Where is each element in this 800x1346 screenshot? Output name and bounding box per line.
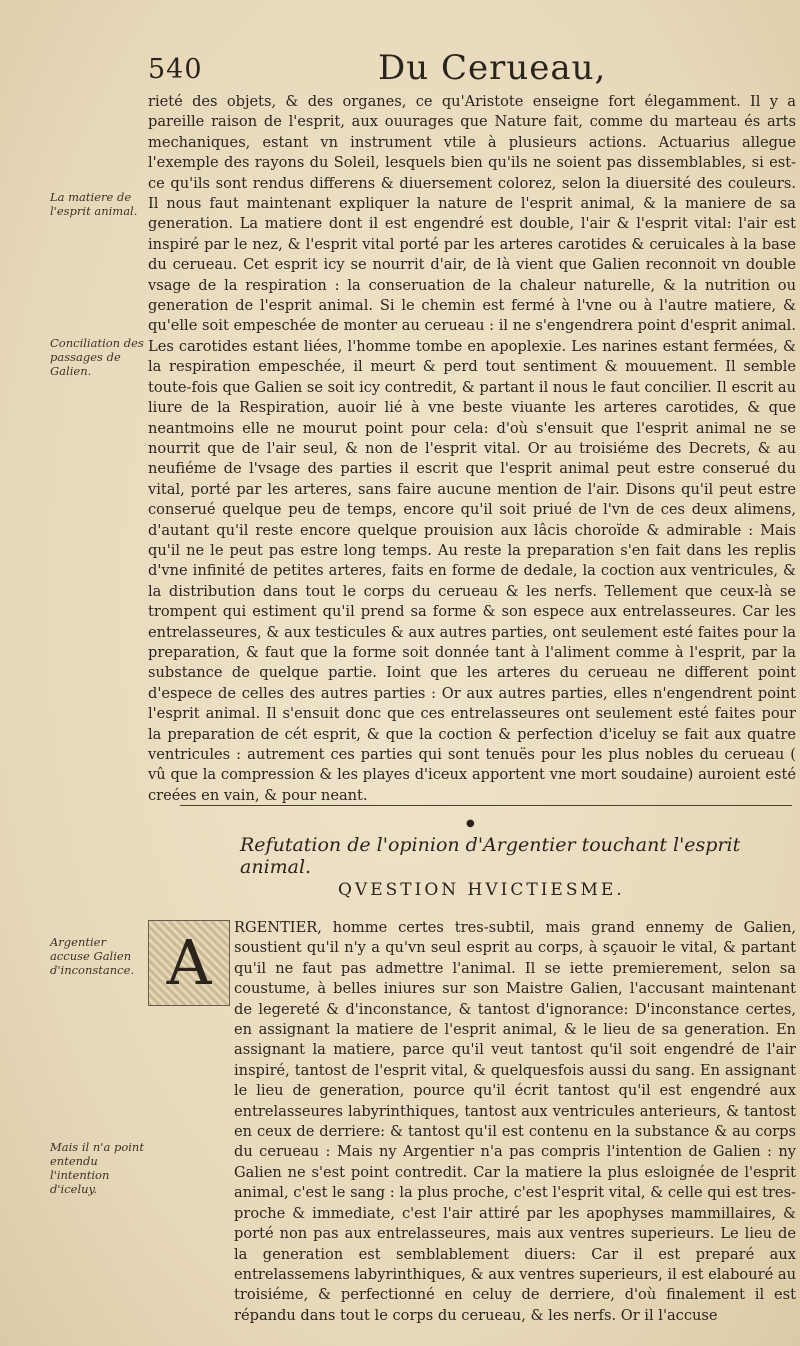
page-header xyxy=(0,48,800,96)
section-divider xyxy=(180,805,792,806)
running-title: Du Cerueau, xyxy=(378,48,607,88)
paragraph: rieté des objets, & des organes, ce qu'Aristote enseigne fort élegamment. Il y a pareille raison de l'esprit, aux ouurages que Nature fait, comme du marteau és arts mechaniques, estant vn instrument vtile à plusieurs actions. Actuarius allegue l'exemple des rayons du Soleil, lesquels bien qu'ils ne soient pas dissemblables, si est-ce qu'ils sont rendus differens & diuersement colorez, selon la diuersité des couleurs. Il nous faut maintenant expliquer la nature de l'esprit animal, & la maniere de sa generation. La matiere dont il est engendré est double, l'air & l'esprit vital: l'air est inspiré par le nez, & l'esprit vital porté par les arteres carotides & ceruicales à la base du cerueau. Cet esprit icy se nourrit d'air, de là vient que Galien reconnoit vn double vsage de la respiration : la conseruation de la chaleur naturelle, & la nutrition ou generation de l'esprit animal. Si le chemin est fermé à l'vne ou à l'autre matiere, & qu'elle soit empeschée de monter au cerueau : il ne s'engendrera point d'esprit animal. Les carotides estant liées, l'homme tombe en apoplexie. Les narines estant fermées, & la respiration empeschée, il meurt & perd tout sentiment & mouuement. Il semble toute-fois que Galien se soit icy contredit, & partant il nous le faut concilier. Il escrit au liure de la Respiration, auoir lié à vne beste viuante les arteres carotides, & que neantmoins elle ne mourut point pour cela: d'où s'ensuit que l'esprit animal ne se nourrit que de l'air seul, & non de l'esprit vital. Or au troisiéme des Decrets, & au neufiéme de l'vsage des parties il escrit que l'esprit animal peut estre conserué du vital, porté par les arteres, sans faire aucune mention de l'air. Disons qu'il peut estre conserué quelque peu de temps, encore qu'il soit priué de l'vn de ces deux alimens, d'autant qu'il reste encore quelque prouision aux lâcis choroïde & admirable : Mais qu'il ne le peut pas estre long temps. Au reste la preparation s'en fait dans les replis d'vne infinité de petites arteres, faits en forme de dedale, la coction aux ventricules, & la distribution dans tout le corps du cerueau & les nerfs. Tellement que ceux-là se trompent qui estiment qu'il prend sa forme & son espece aux entrelasseures. Car les entrelasseures, & aux testicules & aux autres parties, ont seulement esté faites pour la preparation, & faut que la forme soit donnée tant à l'aliment comme à l'esprit, par la substance de quelque partie. Ioint que les arteres du cerueau ne different point d'espece de celles des autres parties : Or aux autres parties, elles n'engendrent point l'esprit animal. Il s'ensuit donc que ces entrelasseures ont seulement esté faites pour la preparation de cét esprit, & que la coction & perfection d'iceluy se fait aux quatre ventricules : autrement ces parties qui sont tenuës pour les plus nobles du cerueau ( vû que la compression & les playes d'iceux apportent vne mort soudaine) auroient esté creées en vain, & pour neant. xyxy=(148,93,796,804)
margin-note: Conciliation des passages de Galien. xyxy=(50,336,144,378)
margin-note: La matiere de l'esprit animal. xyxy=(50,190,138,218)
paragraph: RGENTIER, homme certes tres-subtil, mais grand ennemy de Galien, soustient qu'il n'y a qu'vn seul esprit au corps, à sçauoir le vital, & partant qu'il ne faut pas admettre l'animal. Il se iette premierement, selon sa coustume, à belles iniures sur son Maistre Galien, l'accusant maintenant de legereté & d'inconstance, & tantost d'ignorance: D'inconstance certes, en assignant la matiere de l'esprit animal, & le lieu de sa generation. En assignant la matiere, parce qu'il veut tantost qu'il soit engendré de l'air inspiré, tantost de l'esprit vital, & quelquesfois aussi du sang. En assignant le lieu de generation, pource qu'il écrit tantost qu'il est engendré aux entrelasseures labyrinthiques, tantost aux ventricules anterieurs, & tantost en ceux de derriere: & tantost qu'il est contenu en la substance & au corps du cerueau : Mais ny Argentier n'a pas compris l'intention de Galien : ny Galien ne s'est point contredit. Car la matiere la plus esloignée de l'esprit animal, c'est le sang : la plus proche, c'est l'esprit vital, & celle qui est tres-proche & immediate, c'est l'air attiré par les apophyses mammillaires, & porté non pas aux entrelasseures, mais aux ventres superieurs. Le lieu de la generation est semblablement diuers: Car il est preparé aux entrelassemens labyrinthiques, & aux ventres superieurs, il est elabouré au troisiéme, & perfectionné en celuy de derriere, d'où finalement il est répandu dans tout le corps du cerueau, & les nerfs. Or il l'accuse xyxy=(234,919,796,1324)
margin-note: Argentier accuse Galien d'inconstance. xyxy=(50,935,135,977)
body-text-block xyxy=(148,918,796,1326)
body-text-block xyxy=(148,92,796,806)
margin-note: Mais il n'a point entendu l'intention d'iceluy. xyxy=(50,1140,144,1196)
section-title: Refutation de l'opinion d'Argentier touchant l'esprit animal. xyxy=(240,834,741,878)
divider-ornament: ● xyxy=(466,818,475,829)
page-number: 540 xyxy=(148,54,203,85)
decorated-initial: A xyxy=(148,920,230,1006)
question-heading: QVESTION HVICTIESME. xyxy=(338,880,625,900)
